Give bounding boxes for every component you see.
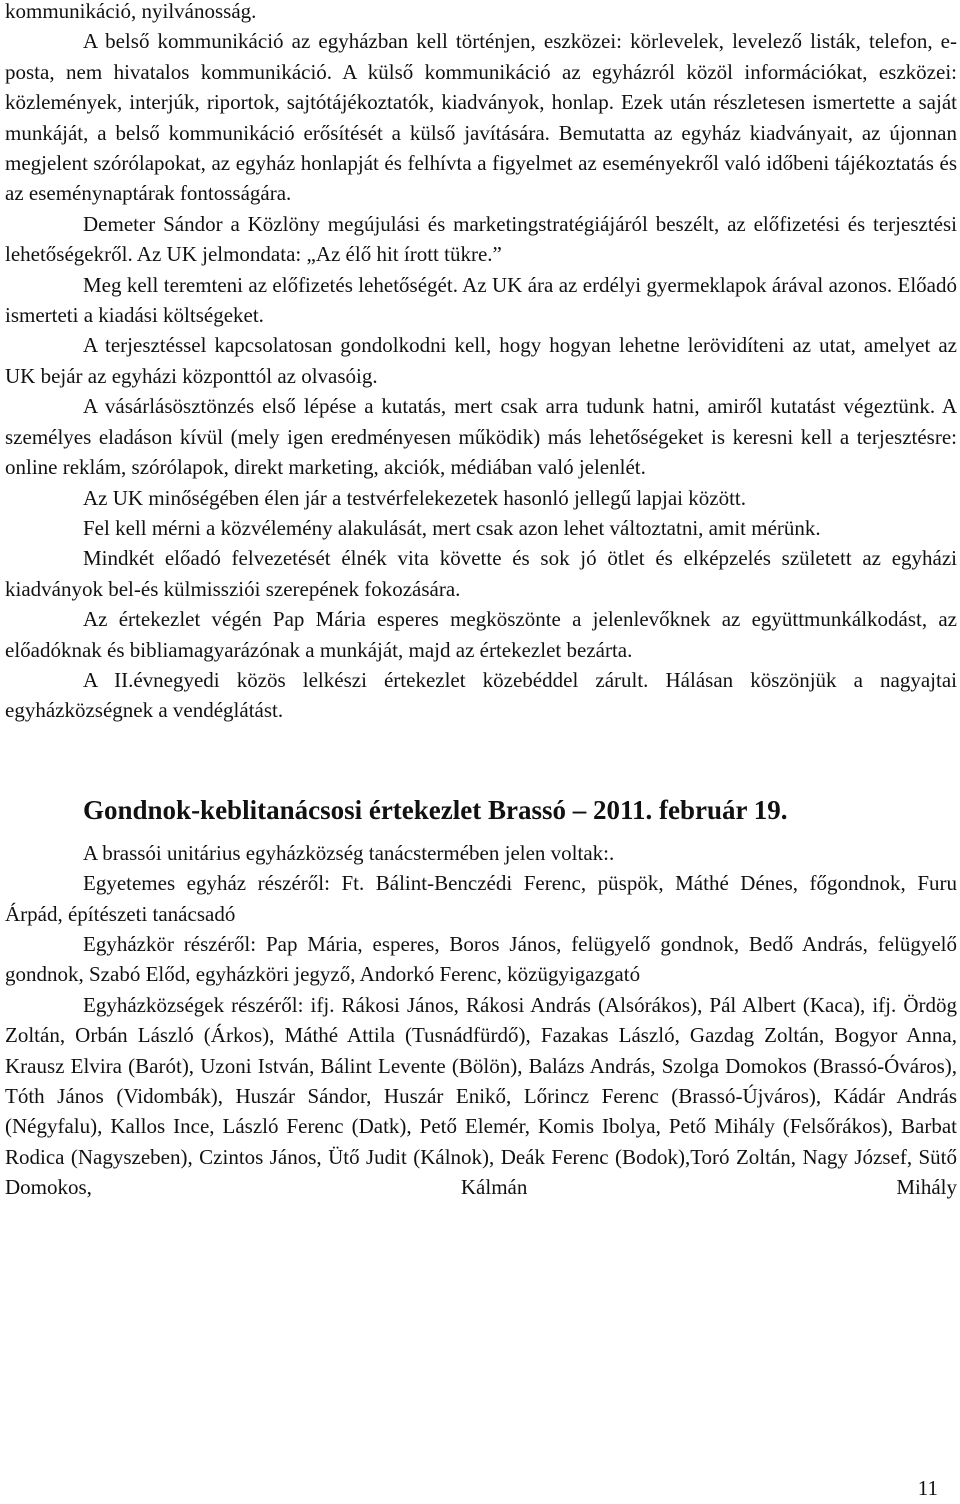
paragraph-internal-communication: A belső kommunikáció az egyházban kell történjen, eszközei: körlevelek, levelező listák, telefon, e-posta, nem hivatalos kommunikáció. A külső kommunikáció az egyházról közöl információkat, eszközei: közlemények, interjúk, riportok, sajtótájékoztatók, kiadványok, honlap. Ezek után részletesen ismertette a saját munkáját, a belső kommunikáció erősítését a külső javítására. Bemutatta az egyház kiadványait, az újonnan megjelent szórólapokat, az egyház honlapját és felhívta a figyelmet az eseményekről való időbeni tájékoztatás és az eseménynaptárak fontosságára. — [5, 29, 957, 206]
page-number: 11 — [917, 1476, 938, 1500]
paragraph-closing: Az értekezlet végén Pap Mária esperes megköszönte a jelenlevőknek az együttmunkálkodást, az előadóknak és bibliamagyarázónak a munkáját, majd az értekezlet bezárta. — [5, 607, 957, 662]
paragraph-district-attendees: Egyházkör részéről: Pap Mária, esperes, Boros János, felügyelő gondnok, Bedő András, felügyelő gondnok, Szabó Előd, egyházköri jegyző, Andorkó Ferenc, közügyigazgató — [5, 931, 957, 987]
paragraph-subscription: Meg kell teremteni az előfizetés lehetőségét. Az UK ára az erdélyi gyermeklapok árával azonos. Előadó ismerteti a kiadási költségeket. — [5, 272, 957, 328]
paragraph-purchase-incentive: A vásárlásösztönzés első lépése a kutatás, mert csak arra tudunk hatni, amiről kutatást végeztünk. A személyes eladáson kívül (mely igen eredményesen működik) más lehetőségeket is keresni kell a terjesztésre: online reklám, szórólapok, direkt marketing, akciók, médiában való jelenlét. — [5, 394, 957, 480]
paragraph-lunch: A II.évnegyedi közös lelkészi értekezlet közebéddel zárult. Hálásan köszönjük a nagyajtai egyházközségnek a vendéglátást. — [5, 667, 957, 723]
paragraph-public-opinion: Fel kell mérni a közvélemény alakulását, mert csak azon lehet változtatni, amit mérünk. — [83, 515, 821, 540]
paragraph-parish-attendees: Egyházközségek részéről: ifj. Rákosi János, Rákosi András (Alsórákos), Pál Albert (Kaca), ifj. Ördög Zoltán, Orbán László (Árkos), Máthé Attila (Tusnádfürdő), Fazakas László, Gazdag Zoltán, Bogyor Anna, Krausz Elvira (Barót), Uzoni István, Bálint Levente (Bölön), Balázs András, Szolga Domokos (Brassó-Óváros), Tóth János (Vidombák), Huszár Sándor, Huszár Enikő, Lőrincz Ferenc (Brassó-Újváros), Kádár András (Négyfalu), Kallos Ince, László Ferenc (Datk), Pető Elemér, Komis Ibolya, Pető Mihály (Felsőrákos), Barbat Rodica (Nagyszeben), Czintos János, Ütő Judit (Kálnok), Deák Ferenc (Bodok),Toró Zoltán, Nagy József, Sütő Domokos, Kálmán Mihály — [5, 992, 957, 1200]
document-page — [5, 0, 957, 1203]
paragraph-church-attendees: Egyetemes egyház részéről: Ft. Bálint-Benczédi Ferenc, püspök, Máthé Dénes, főgondnok, Furu Árpád, építészeti tanácsadó — [5, 871, 957, 926]
paragraph-demeter-sandor: Demeter Sándor a Közlöny megújulási és marketingstratégiájáról beszélt, az előfizetési és terjesztési lehetőségekről. Az UK jelmondata: „Az élő hit írott tükre.” — [5, 211, 957, 267]
paragraph-quality: Az UK minőségében élen jár a testvérfelekezetek hasonló jellegű lapjai között. — [83, 485, 746, 510]
paragraph-attendance-intro: A brassói unitárius egyházközség tanácstermében jelen voltak:. — [83, 840, 615, 865]
paragraph-distribution: A terjesztéssel kapcsolatosan gondolkodni kell, hogy hogyan lehetne lerövidíteni az utat, amelyet az UK bejár az egyházi központtól az olvasóig. — [5, 333, 957, 388]
section-heading: Gondnok-keblitanácsosi értekezlet Brassó – 2011. február 19. — [83, 794, 788, 825]
paragraph-fragment: kommunikáció, nyilvánosság. — [5, 0, 257, 23]
paragraph-debate: Mindkét előadó felvezetését élnék vita követte és sok jó ötlet és elképzelés született az egyházi kiadványok bel-és külmissziói szerepének fokozására. — [5, 546, 957, 601]
